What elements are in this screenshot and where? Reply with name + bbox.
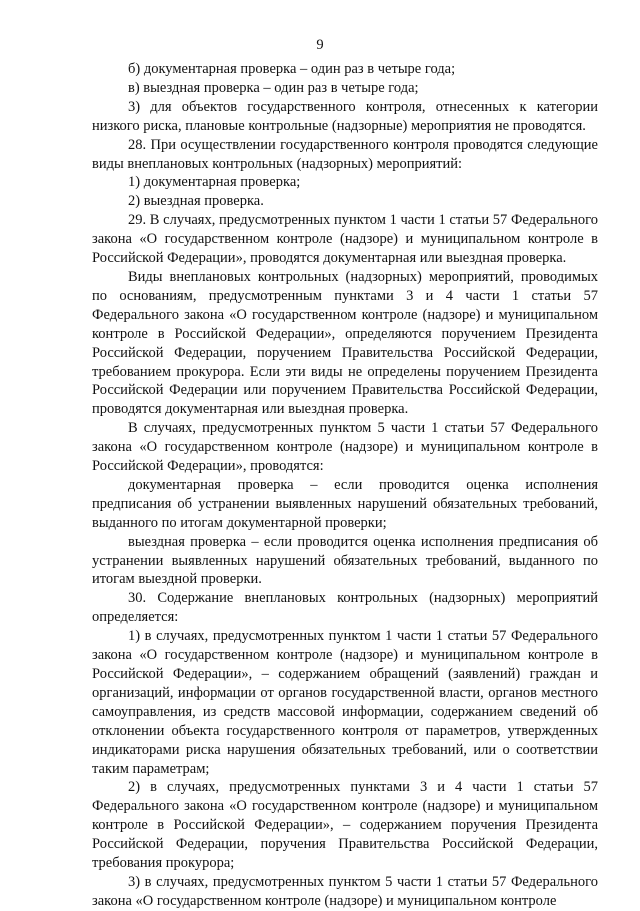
paragraph-30-item-2: 2) в случаях, предусмотренных пунктами 3 и 4 части 1 статьи 57 Федерального закона «О государственном контроле (надзоре) и муниципальном контроле в Российской Федерации», – содержанием поручения Президента Российской Федерации, поручения Правительства Российской Федерации, требования прокурора; [92,779,598,872]
paragraph-28-item-1: 1) документарная проверка; [128,174,301,191]
paragraph-section-28: 28. При осуществлении государственного контроля проводятся следующие виды внеплановых контрольных (надзорных) мероприятий: [92,136,598,172]
document-body [92,60,598,911]
paragraph-28-item-2: 2) выездная проверка. [128,193,264,210]
paragraph-29-onsite: выездная проверка – если проводится оценка исполнения предписания об устранении выявленных нарушений обязательных требований, выданного по итогам выездной проверки. [92,533,598,588]
paragraph-item-b: б) документарная проверка – один раз в четыре года; [128,61,456,77]
paragraph-section-30: 30. Содержание внеплановых контрольных (надзорных) мероприятий определяется: [92,590,598,626]
paragraph-item-3: 3) для объектов государственного контроля, отнесенных к категории низкого риска, плановые контрольные (надзорные) мероприятия не проводятся. [92,98,598,134]
page-number: 9 [316,37,324,53]
paragraph-30-item-3: 3) в случаях, предусмотренных пунктом 5 части 1 статьи 57 Федерального закона «О государственном контроле (надзоре) и муниципальном контроле [92,873,598,909]
paragraph-item-v: в) выездная проверка – один раз в четыре года; [128,79,419,96]
paragraph-section-29: 29. В случаях, предусмотренных пунктом 1 части 1 статьи 57 Федерального закона «О государственном контроле (надзоре) и муниципальном контроле в Российской Федерации», проводятся документарная или выездная проверка. [92,212,598,267]
paragraph-29-types: Виды внеплановых контрольных (надзорных) мероприятий, проводимых по основаниям, предусмотренным пунктами 3 и 4 части 1 статьи 57 Федерального закона «О государственном контроле (надзоре) и муниципальном контроле в Российской Федерации», определяются поручением Президента Российской Федерации, поручением Правительства Российской Федерации, требованием прокурора. Если эти виды не определены поручением Президента Российской Федерации или поручением Правительства Российской Федерации, проводятся документарная или выездная проверка. [92,268,598,418]
paragraph-29-documentary: документарная проверка – если проводится оценка исполнения предписания об устранении выявленных нарушений обязательных требований, выданного по итогам документарной проверки; [92,476,598,531]
paragraph-29-point-5: В случаях, предусмотренных пунктом 5 части 1 статьи 57 Федерального закона «О государственном контроле (надзоре) и муниципальном контроле в Российской Федерации», проводятся: [92,420,598,475]
paragraph-30-item-1: 1) в случаях, предусмотренных пунктом 1 части 1 статьи 57 Федерального закона «О государственном контроле (надзоре) и муниципальном контроле в Российской Федерации», – содержанием обращений (заявлений) граждан и организаций, информации от органов государственной власти, органов местного самоуправления, из средств массовой информации, содержанием сведений об отклонении объекта государственного контроля от параметров, утвержденных индикаторами риска нарушения обязательных требований, или о соответствии таким параметрам; [92,628,598,777]
